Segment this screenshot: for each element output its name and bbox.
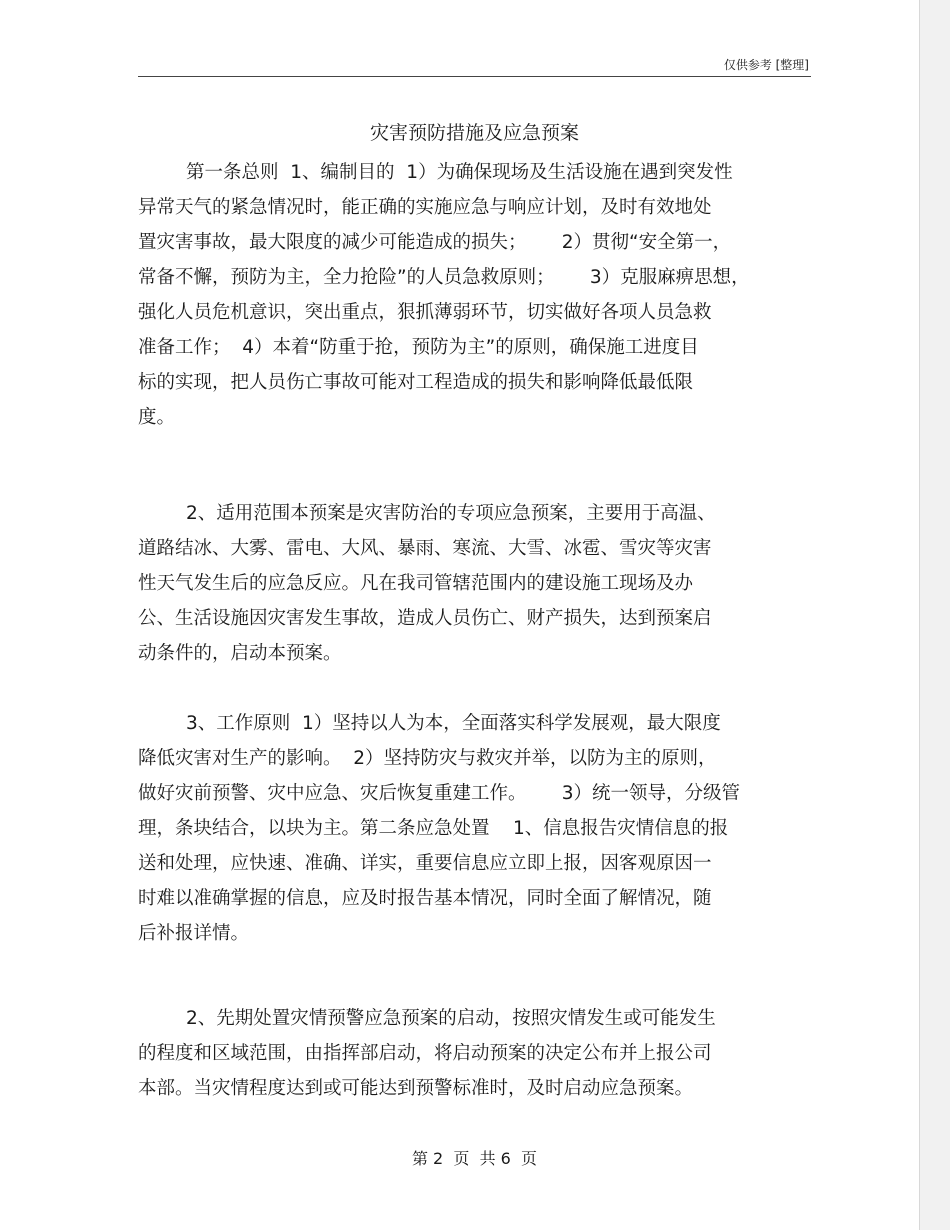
paragraph-line: 2、适用范围本预案是灾害防治的专项应急预案，主要用于高温、 [186,503,716,524]
paragraph-general-provisions [138,155,818,435]
paragraph-line: 的程度和区域范围，由指挥部启动，将启动预案的决定公布并上报公司 [138,1043,712,1064]
paragraph-line: 时难以准确掌握的信息，应及时报告基本情况，同时全面了解情况，随 [138,888,712,909]
paragraph-line: 常备不懈，预防为主，全力抢险”的人员急救原则； 3）克服麻痹思想， [138,267,750,288]
paragraph-principles [138,706,818,951]
paragraph-line: 标的实现，把人员伤亡事故可能对工程造成的损失和影响降低最低限 [138,372,694,393]
paragraph-line: 强化人员危机意识，突出重点，狠抓薄弱环节，切实做好各项人员急救 [138,302,712,323]
paragraph-line: 后补报详情。 [138,923,250,944]
paragraph-line: 置灾害事故，最大限度的减少可能造成的损失； 2）贯彻“安全第一， [138,232,732,253]
header-rule [138,76,811,77]
paragraph-line: 性天气发生后的应急反应。凡在我司管辖范围内的建设施工现场及办 [138,573,694,594]
paragraph-line: 异常天气的紧急情况时，能正确的实施应急与响应计划，及时有效地处 [138,197,712,218]
paragraph-line: 第一条总则 1、编制目的 1）为确保现场及生活设施在遇到突发性 [186,162,733,183]
paragraph-line: 度。 [138,407,176,428]
paragraph-line: 公、生活设施因灾害发生事故，造成人员伤亡、财产损失，达到预案启 [138,608,712,629]
paragraph-line: 做好灾前预警、灾中应急、灾后恢复重建工作。 3）统一领导，分级管 [138,783,741,804]
paragraph-line: 准备工作； 4）本着“防重于抢，预防为主”的原则，确保施工进度目 [138,337,699,358]
page-number: 第 2 页 共 6 页 [411,1149,538,1168]
paragraph-line: 道路结冰、大雾、雷电、大风、暴雨、寒流、大雪、冰雹、雪灾等灾害 [138,538,712,559]
paragraph-line: 理，条块结合，以块为主。第二条应急处置 1、信息报告灾情信息的报 [138,818,729,839]
paragraph-line: 2、先期处置灾情预警应急预案的启动，按照灾情发生或可能发生 [186,1008,716,1029]
document-title: 灾害预防措施及应急预案 [369,122,579,144]
paragraph-line: 本部。当灾情程度达到或可能达到预警标准时，及时启动应急预案。 [138,1078,694,1099]
paragraph-line: 降低灾害对生产的影响。 2）坚持防灾与救灾并举，以防为主的原则， [138,748,717,769]
header-label: 仅供参考 [整理] [723,58,809,72]
paragraph-line: 3、工作原则 1）坚持以人为本，全面落实科学发展观，最大限度 [186,713,721,734]
paragraph-initial-response [138,1001,818,1106]
paragraph-line: 送和处理，应快速、准确、详实，重要信息应立即上报，因客观原因一 [138,853,712,874]
paragraph-scope [138,496,818,671]
paragraph-line: 动条件的，启动本预案。 [138,643,342,664]
